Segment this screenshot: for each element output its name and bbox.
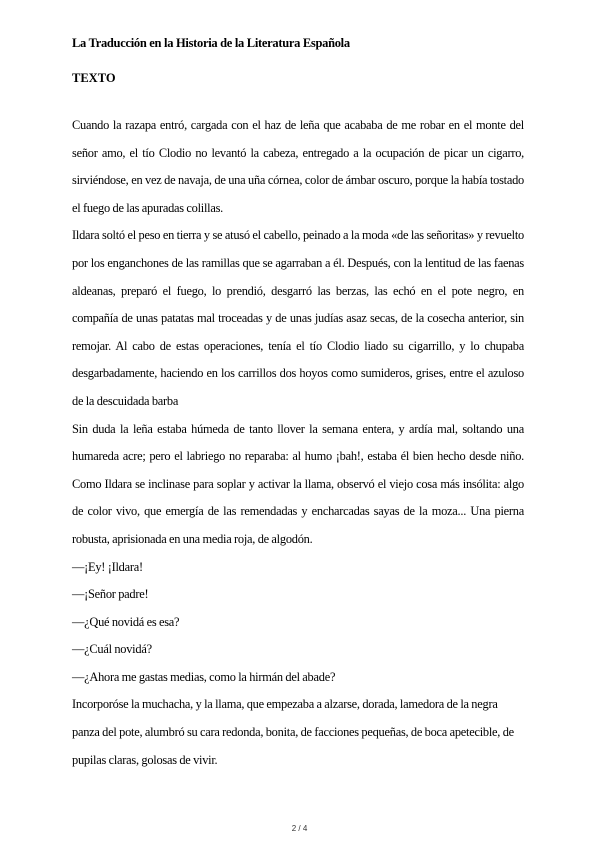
dialogue-line: —¡Señor padre! <box>72 587 149 602</box>
dialogue-line: —¿Qué novidá es esa? <box>72 614 180 629</box>
paragraph: Sin duda la leña estaba húmeda de tanto llover la semana entera, y ardía mal, soltando una humareda acre; pero el labriego no reparaba: al humo ¡bah!, estaba él bien hecho desde niño. Como Ildara se inclinase para soplar y activar la llama, observó el viejo cosa más insólita: algo de color vivo, que emergía de las remendadas y encharcadas sayas de la moza... Una pierna robusta, aprisionada en una media roja, de algodón. <box>72 421 524 546</box>
document-title: La Traducción en la Historia de la Literatura Española <box>72 36 350 50</box>
paragraph: Cuando la razapa entró, cargada con el haz de leña que acababa de me robar en el monte del señor amo, el tío Clodio no levantó la cabeza, entregado a la ocupación de picar un cigarro, sirviéndose, en vez de navaja, de una uña córnea, color de ámbar oscuro, porque la había tostado el fuego de las apuradas colillas. <box>72 118 524 215</box>
dialogue-line: —¿Cuál novidá? <box>72 642 152 657</box>
paragraph: Incorporóse la muchacha, y la llama, que empezaba a alzarse, dorada, lamedora de la negra panza del pote, alumbró su cara redonda, bonita, de facciones pequeñas, de boca apetecible, de pupilas claras, golosas de vivir. <box>72 697 514 767</box>
page-number: 2 / 4 <box>291 824 308 833</box>
document-body <box>72 112 524 774</box>
dialogue-line: —¿Ahora me gastas medias, como la hirmán del abade? <box>72 669 336 684</box>
dialogue-line: —¡Ey! ¡Ildara! <box>72 559 143 574</box>
paragraph: Ildara soltó el peso en tierra y se atusó el cabello, peinado a la moda «de las señoritas» y revuelto por los enganchones de las ramillas que se agarraban a él. Después, con la lentitud de las faenas aldeanas, preparó el fuego, lo prendió, desgarró las berzas, las echó en el pote negro, en compañía de unas patatas mal troceadas y de unas judías asaz secas, de la cosecha anterior, sin remojar. Al cabo de estas operaciones, tenía el tío Clodio liado su cigarrillo, y lo chupaba desgarbadamente, haciendo en los carrillos dos hoyos como sumideros, grises, entre el azuloso de la descuidada barba <box>72 228 524 408</box>
section-heading: TEXTO <box>72 71 116 85</box>
